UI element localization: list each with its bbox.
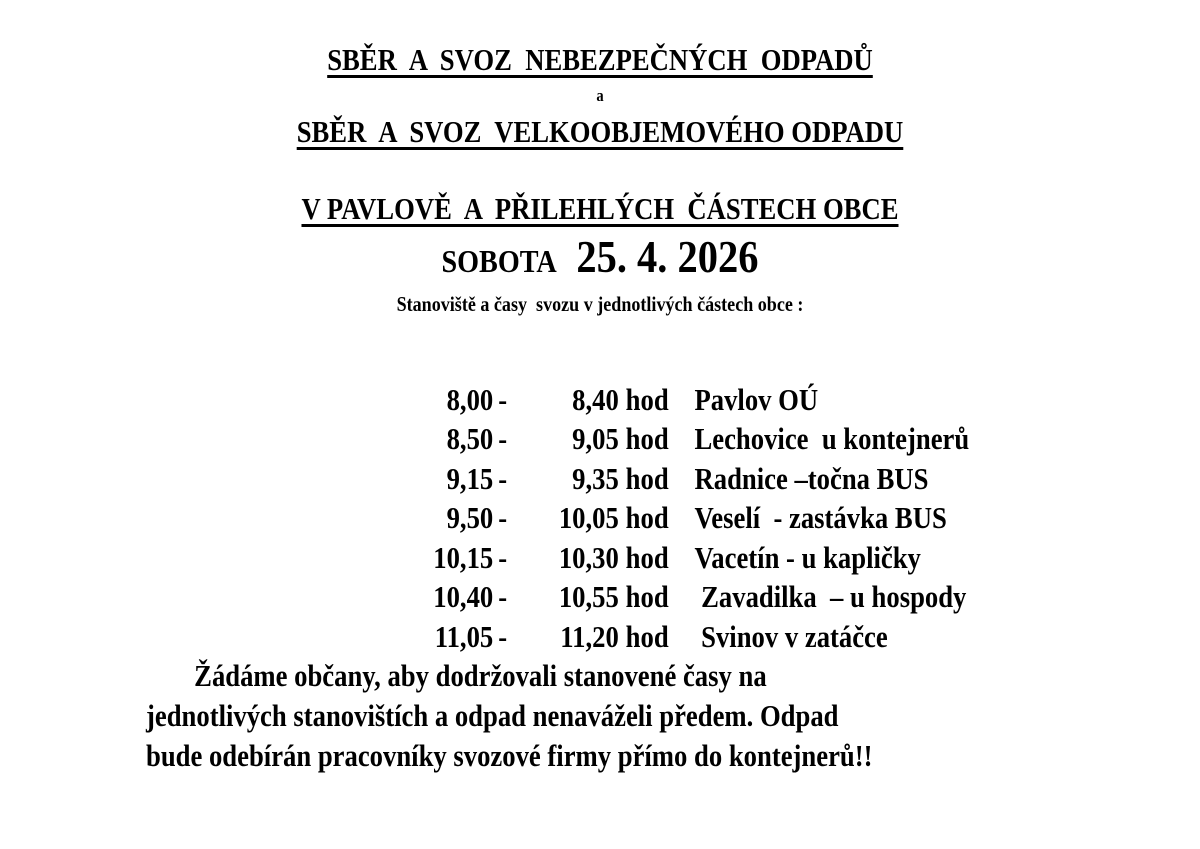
schedule-row: [378, 340, 946, 417]
time-from: 8,50: [446, 421, 494, 456]
location-heading: [84, 191, 1116, 227]
title-hazardous-waste-text: SBĚR A SVOZ NEBEZPEČNÝCH ODPADŮ: [327, 42, 873, 77]
title-bulky-waste: [84, 114, 1116, 150]
time-unit: hod: [625, 539, 669, 575]
pickup-place: Zavadilka – u hospody: [694, 579, 967, 614]
time-dash: -: [498, 421, 508, 456]
schedule-subtitle: Stanoviště a časy svozu v jednotlivých částech obce :: [396, 292, 804, 316]
time-from: 8,00: [446, 381, 494, 417]
time-unit: hod: [625, 421, 669, 456]
notice-line-3: bude odebírán pracovníky svozové firmy přímo do kontejnerů!!: [146, 738, 873, 773]
time-from: 9,50: [446, 500, 494, 535]
pickup-place: Veselí - zastávka BUS: [694, 500, 947, 535]
time-dash: -: [498, 381, 508, 417]
time-from: 10,15: [433, 539, 494, 575]
pickup-place: Pavlov OÚ: [694, 381, 819, 417]
schedule-row: [378, 538, 967, 614]
date-value: 25. 4. 2026: [576, 231, 759, 282]
time-to: 11,20: [560, 618, 619, 654]
time-to: 10,55: [558, 579, 619, 614]
citizen-notice: [146, 656, 1092, 776]
title-connector: a: [596, 86, 604, 105]
schedule-row: [378, 577, 946, 654]
schedule-row: [378, 380, 970, 456]
time-to: 9,35: [572, 460, 619, 496]
pickup-place: Vacetín - u kapličky: [694, 539, 921, 575]
location-heading-text: V PAVLOVĚ A PŘILEHLÝCH ČÁSTECH OBCE: [301, 191, 899, 226]
time-to: 9,05: [572, 421, 619, 456]
time-to: 8,40: [572, 381, 619, 417]
pickup-place: Lechovice u kontejnerů: [694, 421, 970, 456]
schedule-row: [378, 459, 947, 535]
time-unit: hod: [625, 579, 669, 614]
day-label: SOBOTA: [441, 243, 556, 279]
notice-line-2: jednotlivých stanovištích a odpad nenaváželi předem. Odpad: [146, 698, 839, 733]
schedule-row: [378, 498, 946, 575]
notice-line-1: Žádáme občany, aby dodržovali stanovené časy na: [194, 658, 767, 693]
time-dash: -: [498, 500, 508, 535]
time-unit: hod: [625, 460, 669, 496]
title-hazardous-waste: [84, 42, 1116, 78]
schedule-row: [378, 419, 946, 496]
time-from: 11,05: [434, 618, 494, 654]
schedule-list: [378, 340, 1038, 654]
time-unit: hod: [625, 500, 669, 535]
pickup-place: Svinov v zatáčce: [694, 618, 888, 654]
time-from: 10,40: [433, 579, 494, 614]
time-dash: -: [498, 539, 508, 575]
time-unit: hod: [625, 381, 669, 417]
time-dash: -: [498, 460, 508, 496]
date-heading: [72, 232, 1128, 286]
time-to: 10,30: [558, 539, 619, 575]
time-from: 9,15: [446, 460, 494, 496]
time-to: 10,05: [558, 500, 619, 535]
time-dash: -: [498, 618, 508, 654]
time-unit: hod: [625, 618, 669, 654]
time-dash: -: [498, 579, 508, 614]
title-bulky-waste-text: SBĚR A SVOZ VELKOOBJEMOVÉHO ODPADU: [296, 114, 904, 149]
pickup-place: Radnice –točna BUS: [694, 460, 929, 496]
